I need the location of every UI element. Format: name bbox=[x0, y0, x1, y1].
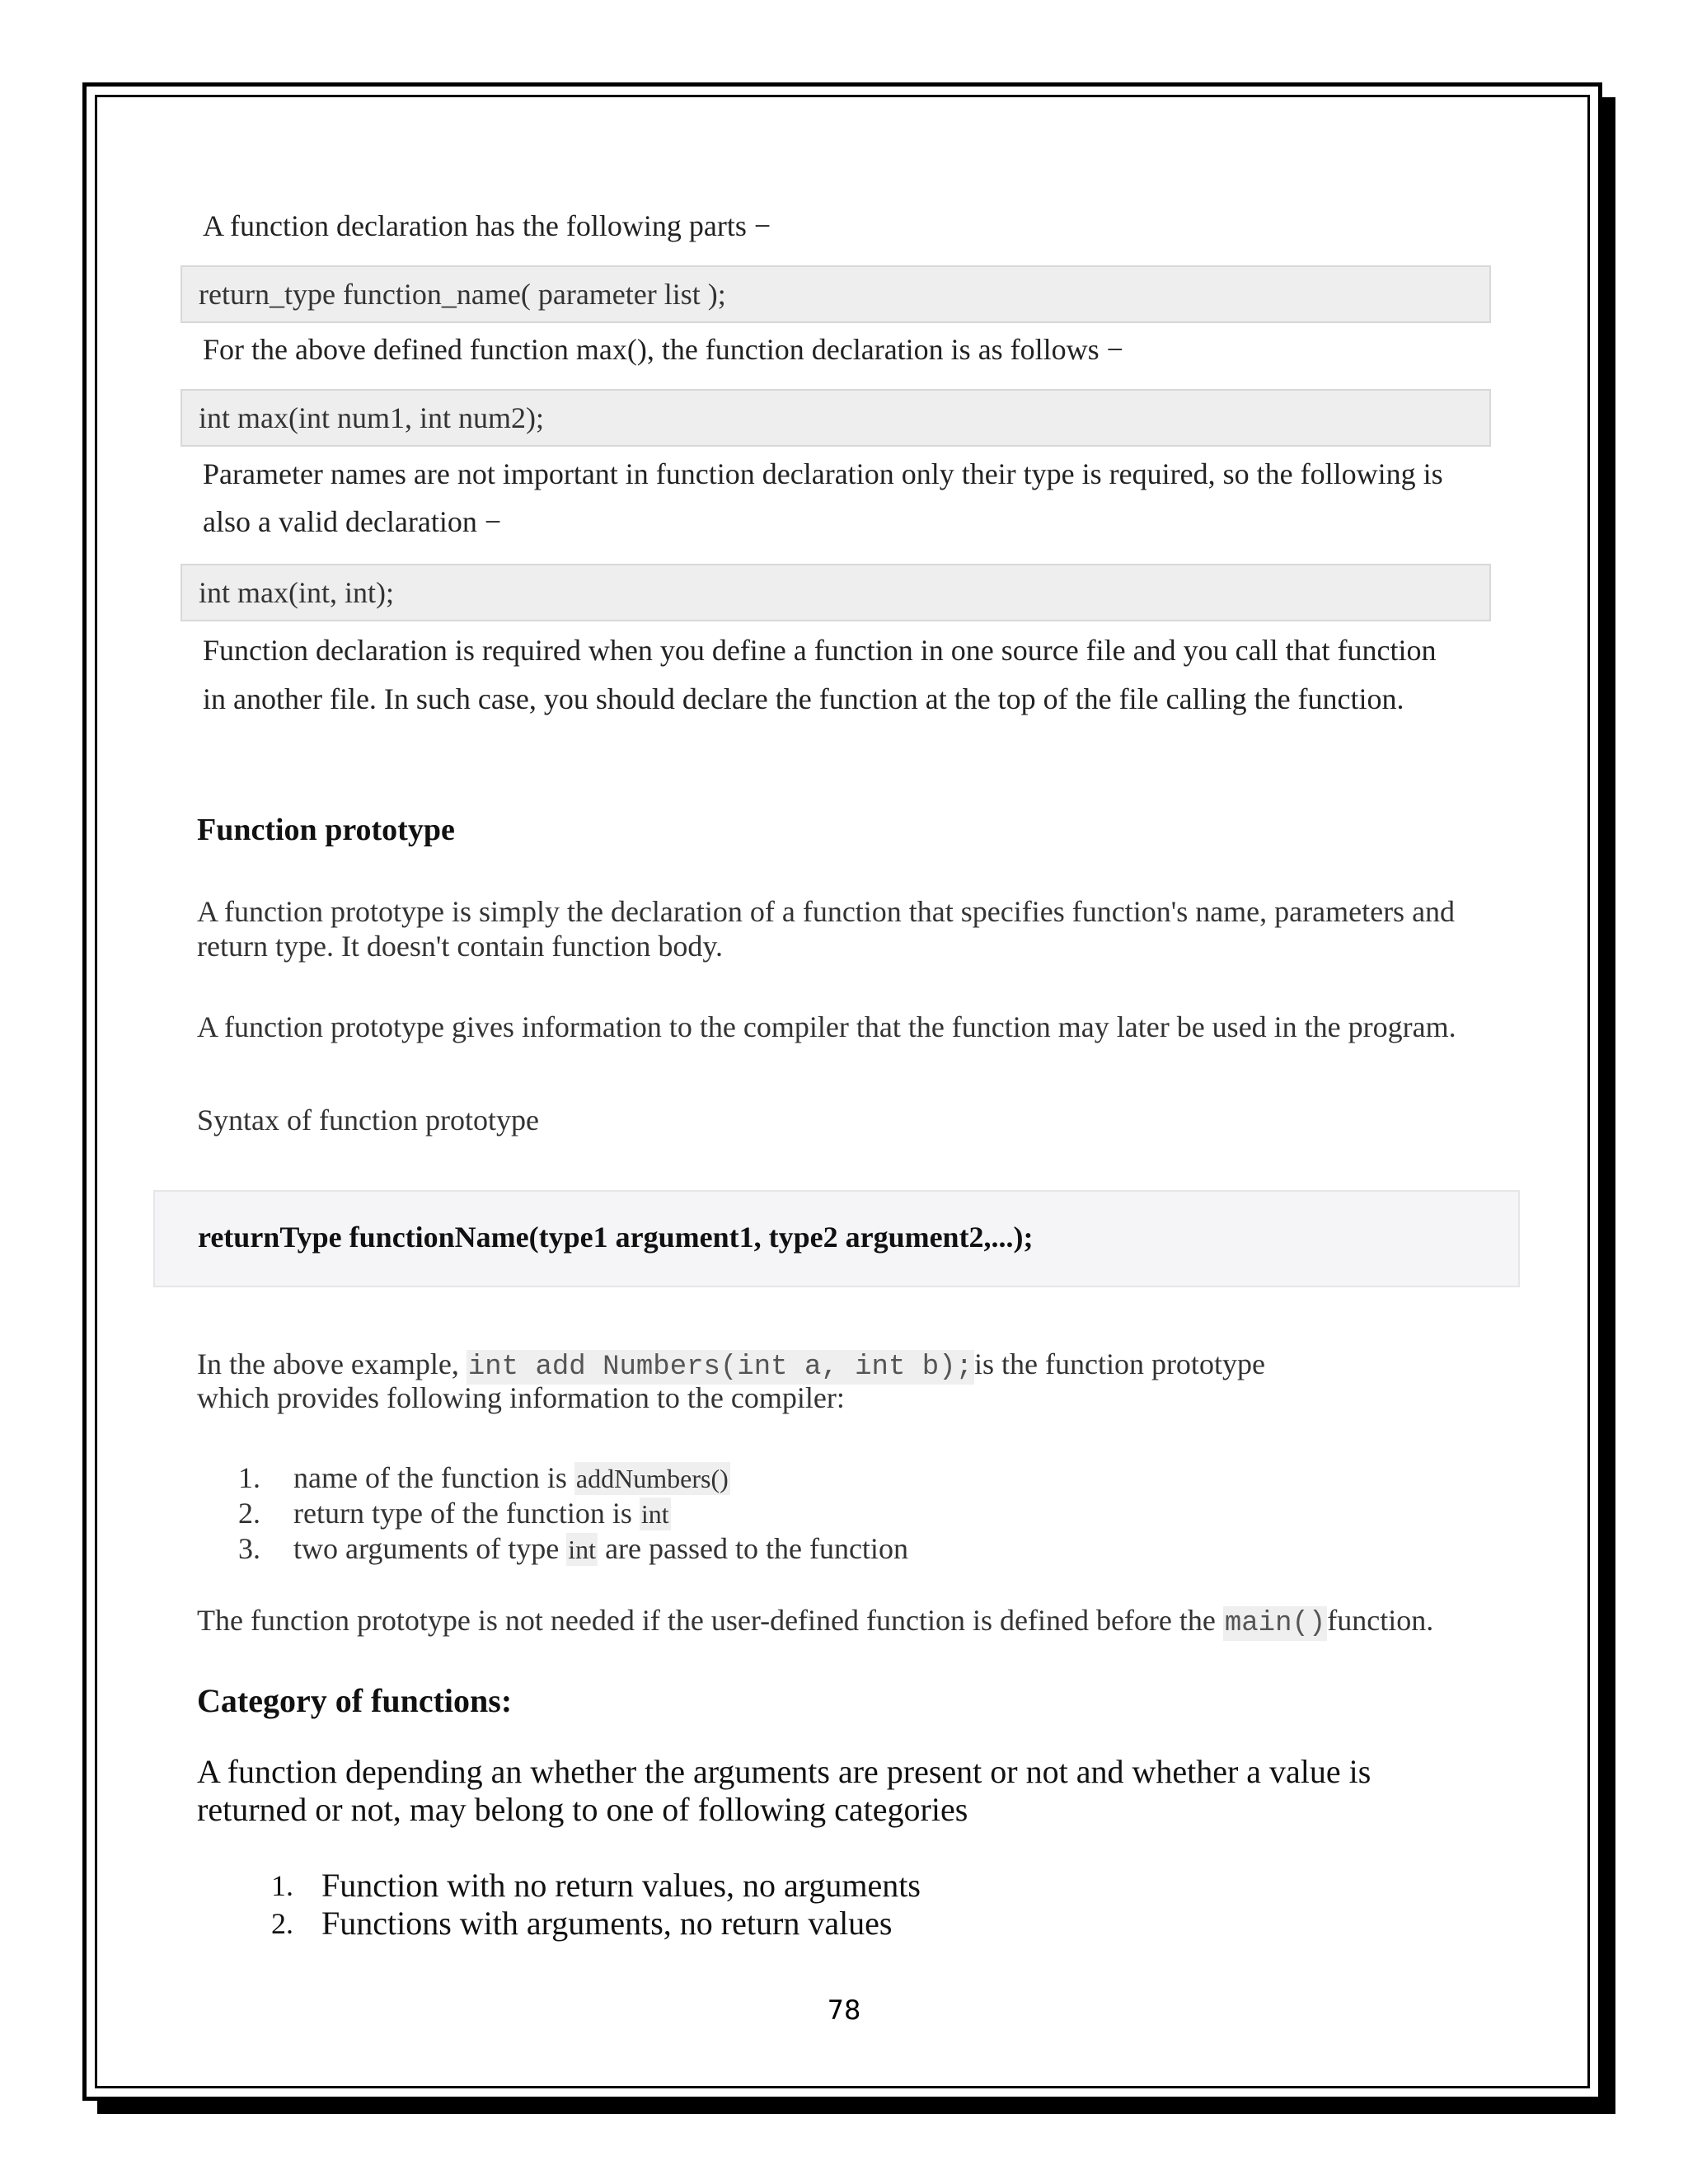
example-suffix: is the function prototype bbox=[973, 1347, 1265, 1380]
category-description-line1: A function depending an whether the arguments are present or not and whether a value is bbox=[197, 1753, 1372, 1790]
example-line1 bbox=[197, 1347, 1265, 1385]
declaration-max-intro: For the above defined function max(), the function declaration is as follows − bbox=[203, 333, 1123, 366]
syntax-code-block bbox=[153, 1190, 1520, 1287]
code-block-max-types: int max(int, int); bbox=[181, 564, 1491, 621]
heading-function-prototype: Function prototype bbox=[197, 813, 455, 847]
page-number: 78 bbox=[827, 1994, 861, 2026]
code-block-declaration-syntax: return_type function_name( parameter list ); bbox=[181, 265, 1491, 323]
main-inline-code: main() bbox=[1224, 1608, 1326, 1639]
inline-code: addNumbers() bbox=[575, 1464, 729, 1493]
parameter-names-line2: also a valid declaration − bbox=[203, 505, 502, 538]
prototype-compiler-info: A function prototype gives information to the compiler that the function may later be used in the program. bbox=[197, 1010, 1456, 1043]
inline-code: int bbox=[640, 1499, 669, 1529]
heading-category-of-functions: Category of functions: bbox=[197, 1682, 513, 1719]
prototype-definition-line2: return type. It doesn't contain function body. bbox=[197, 930, 723, 963]
inline-code: int bbox=[568, 1535, 597, 1564]
example-line2: which provides following information to the compiler: bbox=[197, 1381, 845, 1414]
declaration-required-line1: Function declaration is required when you define a function in one source file and you call that function bbox=[203, 634, 1437, 667]
example-prefix: In the above example, bbox=[197, 1347, 467, 1380]
category-description-line2: returned or not, may belong to one of following categories bbox=[197, 1791, 968, 1828]
declaration-intro: A function declaration has the following parts − bbox=[203, 209, 771, 242]
prototype-not-needed: The function prototype is not needed if the user-defined function is defined before the main()function. bbox=[197, 1604, 1434, 1639]
parameter-names-line1: Parameter names are not important in function declaration only their type is required, so the following is bbox=[203, 457, 1443, 490]
syntax-code: returnType functionName(type1 argument1, type2 argument2,...); bbox=[198, 1221, 1034, 1254]
syntax-label: Syntax of function prototype bbox=[197, 1104, 539, 1137]
code-block-max-declaration: int max(int num1, int num2); bbox=[181, 389, 1491, 447]
prototype-definition-line1: A function prototype is simply the declaration of a function that specifies function's name, parameters and bbox=[197, 895, 1456, 928]
declaration-required-line2: in another file. In such case, you should declare the function at the top of the file calling the function. bbox=[203, 682, 1404, 715]
example-inline-code: int add Numbers(int a, int b); bbox=[467, 1352, 973, 1383]
